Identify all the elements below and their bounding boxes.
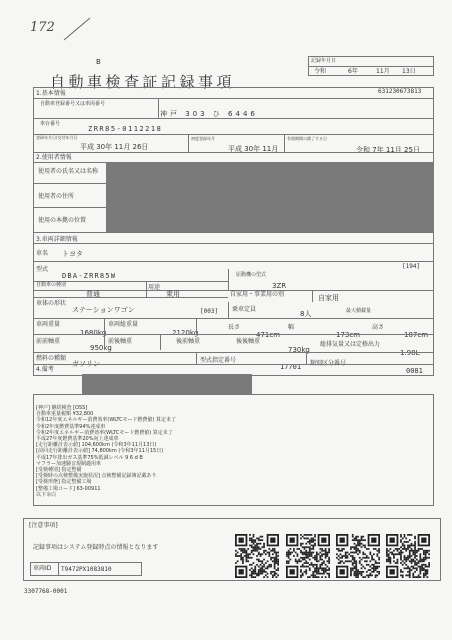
front-axle-label: 前前軸重: [36, 338, 61, 345]
remarks-line: [受検種別] 指定整備: [36, 467, 82, 474]
section-basic-header: 1.基本情報: [36, 90, 66, 97]
record-date-year: 6年: [348, 68, 358, 75]
qr-code-3: [336, 534, 380, 578]
model-code: [194]: [402, 263, 421, 270]
record-date-month: 11月: [376, 68, 390, 75]
remarks-line: 平成27年度燃費基準20%向上達成車: [36, 436, 119, 443]
notes-header: [注意事項]: [29, 522, 58, 529]
rear-rear-axle-value: 730kg: [288, 346, 310, 354]
rear-front-axle-label: 後前軸重: [176, 338, 201, 345]
private-label: 自家用・事業用の別: [230, 291, 285, 298]
gross-weight-value: 2120kg: [172, 329, 199, 337]
remarks-line: 令和12年度エネルギー消費効率(WLTCモード燃費値) 算定未了: [36, 417, 176, 424]
remarks-line: 令和2年度エネルギー消費効率(WLTCモード燃費値) 算定未了: [36, 429, 173, 436]
use-value: 乗用: [166, 290, 180, 298]
width-value: 173cm: [336, 331, 361, 339]
model-label: 型式: [36, 266, 49, 273]
document-number: 631230673813: [378, 88, 422, 95]
body-label: 車体の形状: [36, 300, 67, 307]
redacted-user-info: [106, 162, 434, 232]
model-value: DBA-ZRR85W: [62, 272, 117, 280]
type-number-label: 型式指定番号: [200, 357, 237, 364]
class-number-value: 0081: [406, 367, 423, 375]
weight-value: 1680kg: [80, 329, 107, 337]
chassis-label: 車台番号: [40, 121, 61, 127]
section-vehicle-header: 3.車両詳細情報: [36, 236, 78, 243]
engine-label: 原動機の型式: [236, 272, 267, 278]
base-location-label: 使用の本拠の位置: [38, 217, 87, 224]
rear-rear-axle-label: 後後軸重: [236, 338, 261, 345]
first-reg-label: 登録年月日/交付年月日: [36, 136, 78, 141]
record-date-era: 令和: [314, 68, 327, 75]
capacity-value: 8人: [300, 310, 312, 318]
page-title: 自動車検査証記録事項: [50, 73, 236, 91]
remarks-line: [受検形態] 指定整備工場: [36, 479, 92, 486]
reg-number-value: 神戸 303 ひ 6446: [160, 110, 258, 118]
owner-label: 使用者の氏名又は名称: [38, 168, 99, 175]
handwritten-number: 172: [30, 20, 55, 35]
record-date-day: 13日: [402, 68, 416, 75]
capacity-label: 乗車定員: [232, 306, 257, 313]
private-value: 自家用: [318, 294, 339, 302]
footer-code: 3307768-0001: [24, 588, 68, 595]
height-value: 187cm: [404, 331, 429, 339]
kind-value: 普通: [86, 290, 100, 298]
qr-code-2: [286, 534, 330, 578]
remarks-line: 平成17年排出ガス基準75%低減レベル 9 6 d B: [36, 454, 143, 461]
fuel-label: 燃料の種類: [36, 355, 67, 362]
remarks-line: マフラー加速騒音規制適用車: [36, 460, 102, 467]
expiry-label: 有効期間の満了する日: [287, 137, 328, 142]
engine-value: 3ZR: [272, 282, 287, 290]
first-reg2-value: 平成 30年 11月: [228, 145, 279, 153]
width-label: 幅: [288, 324, 295, 331]
section-user-header: 2.使用者情報: [36, 154, 72, 161]
remarks-line: 以下余白: [36, 491, 57, 498]
expiry-value: 令和 7年 11月 25日: [356, 146, 420, 154]
record-date-label: 記録年月日: [311, 58, 337, 64]
front-axle-value: 950kg: [90, 344, 112, 352]
gross-weight-label: 車両総重量: [108, 321, 139, 328]
remarks-line: [受検時の点検整備実施状況] 点検整備記録簿記載あり: [36, 473, 157, 480]
qr-code-4: [386, 534, 430, 578]
front-rear-axle-label: 前後軸重: [108, 338, 133, 345]
remarks-line: [走行距離計表示値] 104,600km (令和3年11月13日): [36, 442, 157, 449]
type-number-value: 17701: [280, 363, 302, 371]
displacement-label: 総排気量又は定格出力: [320, 341, 381, 348]
qr-code-1: [235, 534, 279, 578]
chassis-value: ZRR85-0112218: [88, 125, 163, 133]
first-reg2-label: 初度登録年月: [191, 137, 216, 142]
redacted-remarks: [82, 374, 252, 394]
height-label: 高さ: [372, 324, 385, 331]
address-label: 使用者の住所: [38, 193, 75, 200]
length-label: 長さ: [228, 324, 241, 331]
remarks-line: [整備工場コード] 63-00911: [36, 485, 101, 492]
handwritten-stroke: [62, 14, 92, 44]
remarks-line: [神戸] 継続検査 [OSS]: [36, 405, 88, 411]
maker-value: トヨタ: [62, 250, 83, 258]
max-load-label: 最大積載量: [346, 308, 372, 314]
maker-label: 車名: [36, 250, 49, 257]
remarks-line: 令和2年度燃費基準94%達成車: [36, 423, 106, 430]
notes-text: 記録事項はシステム登録時点の情報となります: [33, 544, 159, 551]
car-id-value: T9472PX1083810: [61, 566, 112, 573]
section-remarks-header: 4.備考: [36, 366, 54, 373]
body-code: [003]: [200, 308, 219, 315]
weight-label: 車両重量: [36, 321, 61, 328]
class-number-label: 類別区分番号: [310, 360, 347, 367]
fuel-value: ガソリン: [72, 360, 100, 368]
remarks-line: [前回走行距離計表示値] 74,800km (令和3年11月15日): [36, 448, 164, 455]
form-tag: B: [96, 58, 101, 66]
reg-number-label: 自動車登録番号又は車両番号: [40, 101, 106, 107]
remarks-line: 自動車重量税額 ¥32,800: [36, 411, 94, 418]
kind-label: 自動車の種別: [36, 282, 67, 288]
car-id-label: 車両ID: [33, 565, 52, 572]
body-value: ステーションワゴン: [72, 306, 135, 314]
displacement-value: 1.98L: [400, 349, 420, 357]
length-value: 471cm: [256, 331, 281, 339]
use-label: 用途: [148, 284, 161, 291]
remarks-list: [36, 405, 336, 498]
first-reg-value: 平成 30年 11月 26日: [80, 143, 149, 151]
